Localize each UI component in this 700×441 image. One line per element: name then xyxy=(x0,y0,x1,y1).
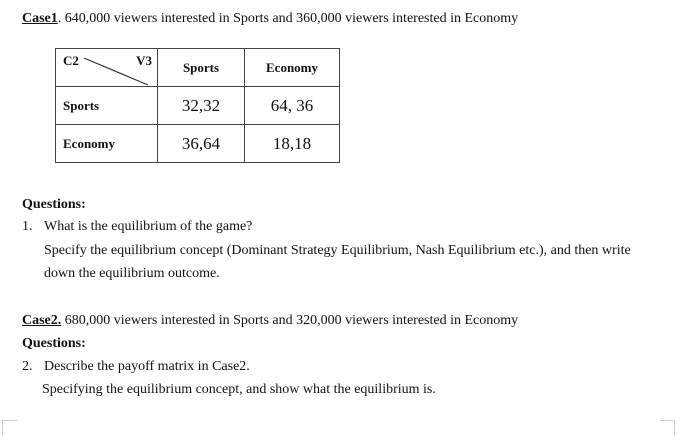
col-header-economy: Economy xyxy=(245,49,340,87)
payoff-cell-economy-economy: 18,18 xyxy=(245,125,340,163)
question2-number: 2. xyxy=(22,359,33,374)
payoff-matrix xyxy=(55,48,340,163)
questions2-heading: Questions: xyxy=(22,336,86,351)
col-header-sports: Sports xyxy=(158,49,245,87)
question2-text: Describe the payoff matrix in Case2. xyxy=(44,359,250,374)
case2-line xyxy=(22,312,518,330)
question1-text: What is the equilibrium of the game? xyxy=(44,219,253,234)
payoff-row-economy xyxy=(56,125,340,163)
payoff-row-sports xyxy=(56,87,340,125)
corner-row-player-label: C2 xyxy=(63,53,79,68)
page-corner-mark-right xyxy=(660,420,675,435)
case1-label: Case1 xyxy=(22,11,58,26)
case2-text: 680,000 viewers interested in Sports and 320,000 viewers interested in Economy xyxy=(61,313,519,328)
case1-text: . 640,000 viewers interested in Sports and 360,000 viewers interested in Economy xyxy=(57,11,519,26)
payoff-cell-economy-sports: 36,64 xyxy=(158,125,245,163)
page-corner-mark-left xyxy=(2,420,17,435)
question1-number: 1. xyxy=(22,219,33,234)
payoff-cell-sports-sports: 32,32 xyxy=(158,87,245,125)
row-header-sports: Sports xyxy=(56,87,158,125)
question2 xyxy=(22,358,250,376)
question1-detail-line2: down the equilibrium outcome. xyxy=(44,266,220,281)
payoff-corner-cell xyxy=(56,49,158,87)
question1-detail-line1: Specify the equilibrium concept (Dominant Strategy Equilibrium, Nash Equilibrium etc.), and then write xyxy=(44,243,631,258)
payoff-cell-sports-economy: 64, 36 xyxy=(245,87,340,125)
payoff-header-row xyxy=(56,49,340,87)
case1-line xyxy=(22,10,518,28)
question2-detail: Specifying the equilibrium concept, and show what the equilibrium is. xyxy=(42,382,436,397)
questions1-heading: Questions: xyxy=(22,197,86,212)
case2-label: Case2. xyxy=(22,313,62,328)
question1 xyxy=(22,218,252,236)
corner-col-player-label: V3 xyxy=(136,53,152,68)
row-header-economy: Economy xyxy=(56,125,158,163)
